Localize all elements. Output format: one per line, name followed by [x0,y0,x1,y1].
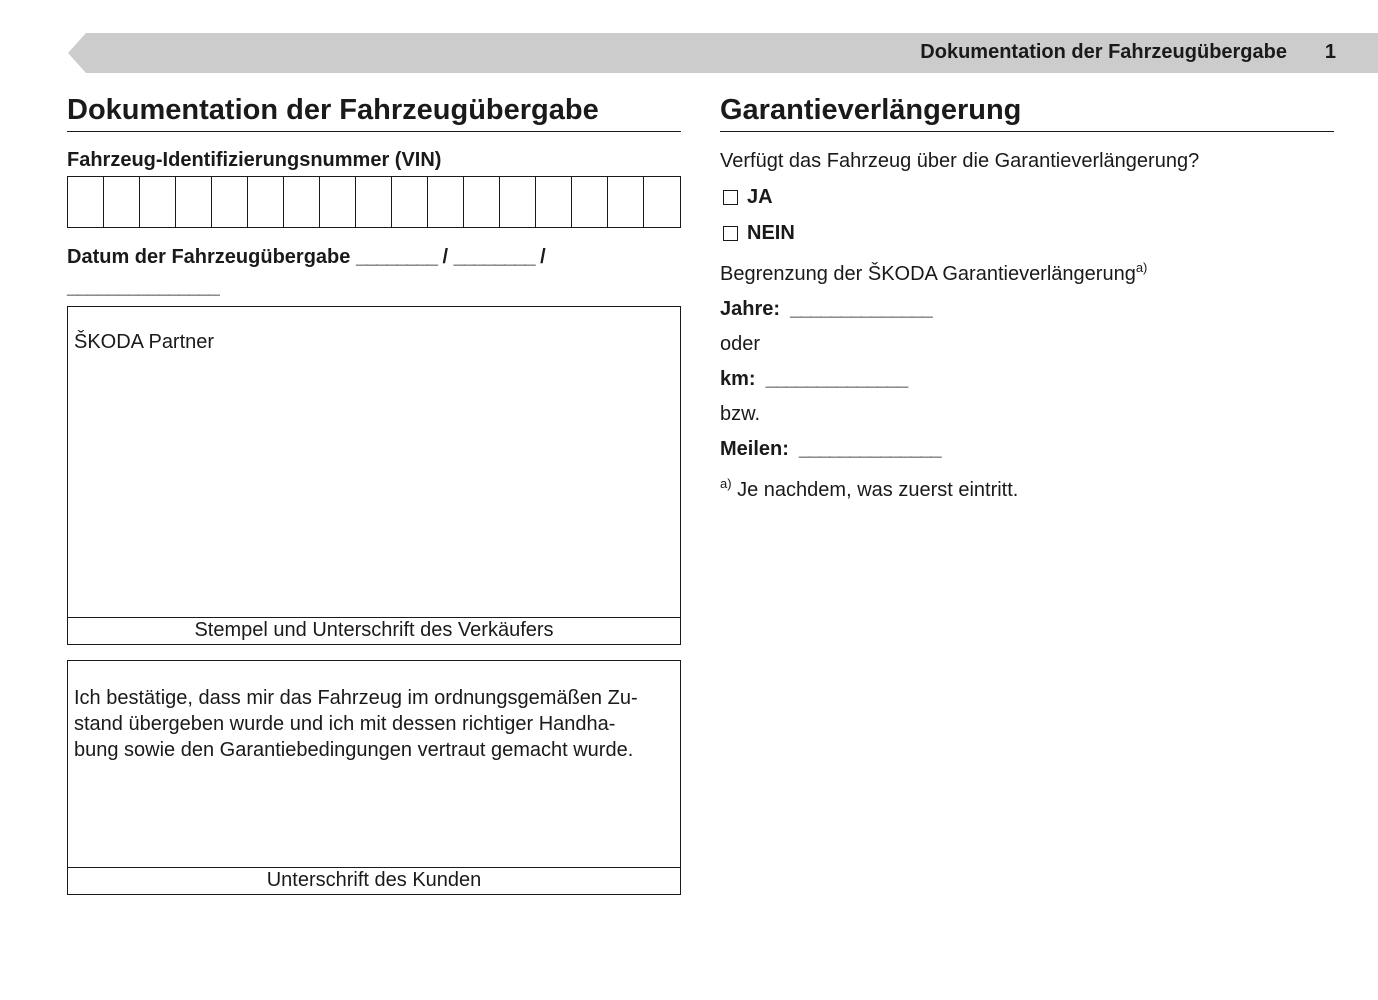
vin-cell[interactable] [644,177,680,227]
option-no-label: NEIN [747,222,795,244]
vin-cell[interactable] [464,177,500,227]
vin-label: Fahrzeug-Identifizierungsnummer (VIN) [67,149,442,171]
customer-box-footer: Unterschrift des Kunden [68,867,680,894]
checkbox-no[interactable] [723,226,738,241]
vin-cell[interactable] [572,177,608,227]
dealer-box-footer: Stempel und Unterschrift des Verkäufers [68,617,680,644]
limit-line [720,255,1334,287]
page-number: 1 [1324,41,1336,63]
vin-grid[interactable] [67,176,681,228]
date-blank-day[interactable]: ________ [355,246,437,268]
warranty-question: Verfügt das Fahrzeug über die Garantieverlängerung? [720,150,1200,172]
resp-text: bzw. [720,403,761,425]
vin-cell[interactable] [428,177,464,227]
option-no[interactable] [720,220,1334,246]
km-blank[interactable]: ______________ [765,368,908,390]
warranty-title: Garantieverlängerung [720,92,1334,132]
miles-label: Meilen: [720,438,789,460]
vin-cell[interactable] [392,177,428,227]
vin-cell[interactable] [140,177,176,227]
dealer-stamp-box[interactable] [67,306,681,645]
years-label: Jahre: [720,298,781,320]
handover-column [67,92,681,895]
checkbox-yes[interactable] [723,190,738,205]
years-line [720,296,1334,322]
vin-cell[interactable] [176,177,212,227]
footnote [720,471,1334,503]
warranty-column [720,92,1334,503]
customer-confirmation-text: Ich bestätige, dass mir das Fahrzeug im ordnungsgemäßen Zu- stand übergeben wurde und ich mit dessen richtiger Handha- bung sowie den Garantiebedingungen vertraut gemacht wurde. [74,687,638,761]
date-separator-1: / [442,246,449,268]
vin-cell[interactable] [104,177,140,227]
vin-cell[interactable] [500,177,536,227]
limit-label: Begrenzung der ŠKODA Garantieverlängerung [720,263,1136,285]
years-blank[interactable]: ______________ [790,298,932,320]
date-blank-month[interactable]: ________ [453,246,535,268]
handover-date-line [67,242,681,302]
vin-cell[interactable] [356,177,392,227]
dealer-box-text: ŠKODA Partner [74,331,215,353]
vin-cell[interactable] [68,177,104,227]
miles-line [720,436,1334,462]
date-separator-2: / [540,246,546,268]
km-label: km: [720,368,756,390]
option-yes-label: JA [747,186,773,208]
date-label: Datum der Fahrzeugübergabe [67,246,351,268]
handover-title: Dokumentation der Fahrzeugübergabe [67,92,681,132]
limit-footnote-mark: a) [1135,260,1148,275]
km-line [720,366,1334,392]
footnote-text: Je nachdem, was zuerst eintritt. [737,479,1019,501]
vin-cell[interactable] [608,177,644,227]
or-text: oder [720,333,761,355]
vin-cell[interactable] [536,177,572,227]
vin-cell[interactable] [320,177,356,227]
footnote-mark: a) [720,476,732,491]
vin-cell[interactable] [212,177,248,227]
vin-cell[interactable] [284,177,320,227]
customer-signature-box[interactable] [67,660,681,895]
miles-blank[interactable]: ______________ [798,438,941,460]
option-yes[interactable] [720,184,1334,210]
date-blank-year[interactable]: _______________ [67,276,219,298]
running-header-title: Dokumentation der Fahrzeugübergabe [920,41,1287,63]
vin-cell[interactable] [248,177,284,227]
